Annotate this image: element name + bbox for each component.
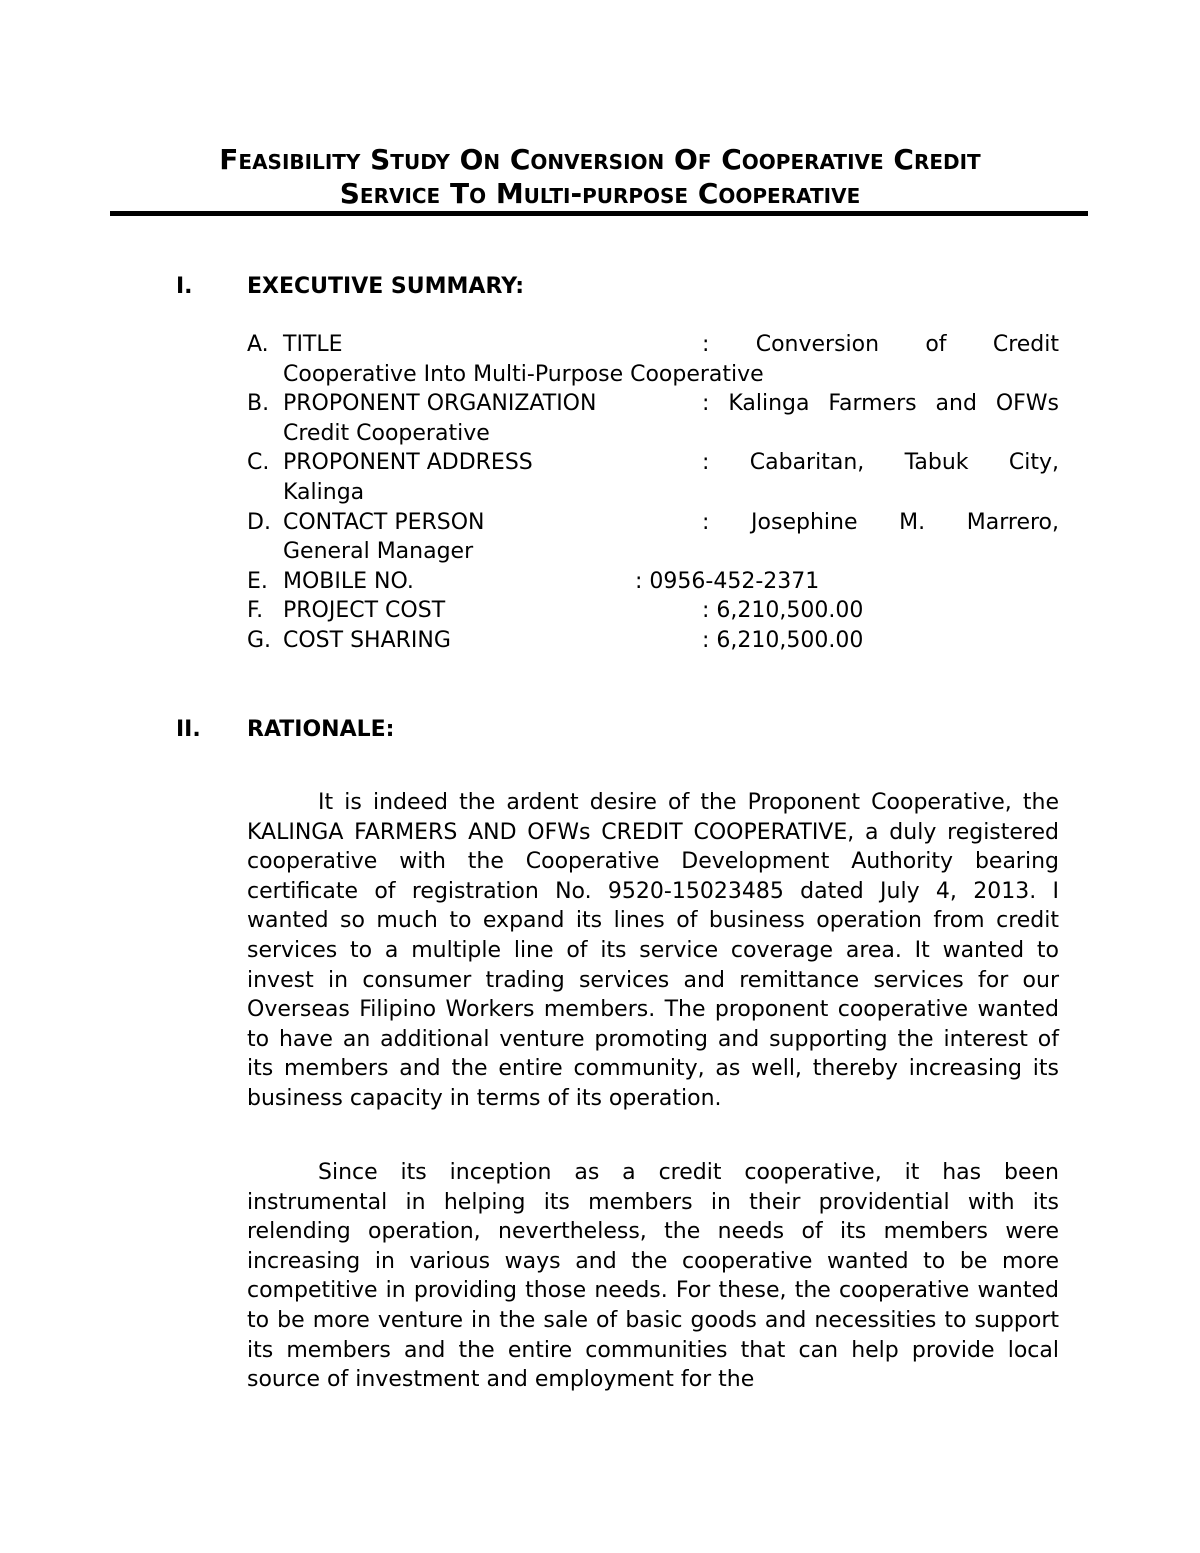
section-title-executive-summary: EXECUTIVE SUMMARY: <box>247 274 525 299</box>
executive-summary-list <box>247 330 1059 656</box>
item-value: : 6,210,500.00 <box>702 627 864 653</box>
item-letter: C. <box>247 450 270 476</box>
item-value: : Cabaritan, Tabuk City, <box>702 450 1059 476</box>
section-number-rationale: II. <box>176 717 201 742</box>
item-value-continued: Credit Cooperative <box>283 420 490 446</box>
summary-item-title <box>247 330 1059 389</box>
section-title-rationale: RATIONALE: <box>247 717 395 742</box>
summary-item-proponent-organization <box>247 389 1059 448</box>
item-letter: D. <box>247 509 271 535</box>
item-letter: E. <box>247 568 268 594</box>
section-number-executive-summary: I. <box>176 274 193 299</box>
item-label: PROPONENT ORGANIZATION <box>283 391 597 417</box>
summary-item-project-cost <box>247 596 1059 626</box>
document-title-line-1: Feasibility Study On Conversion Of Cooperative Credit <box>219 143 981 176</box>
title-divider <box>110 211 1088 216</box>
item-label: MOBILE NO. <box>283 568 414 594</box>
rationale-paragraph-1 <box>247 788 1059 1114</box>
item-letter: G. <box>247 627 272 653</box>
item-value: : Conversion of Credit <box>702 332 1059 357</box>
item-label: TITLE <box>283 332 343 357</box>
item-value-continued: Cooperative Into Multi-Purpose Cooperative <box>283 361 764 387</box>
item-value-continued: Kalinga <box>283 479 365 505</box>
summary-item-proponent-address <box>247 448 1059 507</box>
item-letter: F. <box>247 598 264 624</box>
item-label: CONTACT PERSON <box>283 509 485 535</box>
summary-item-contact-person <box>247 508 1059 567</box>
item-label: PROPONENT ADDRESS <box>283 450 533 476</box>
rationale-paragraph-2 <box>247 1158 1059 1395</box>
document-title-line-2: Service To Multi-purpose Cooperative <box>339 177 861 210</box>
paragraph-text: Since its inception as a credit cooperative, it has been instrumental in helping its members in their providential with its relending operation, nevertheless, the needs of its members were increasing in various ways and the cooperative wanted to be more competitive in providing those needs. For these, the cooperative wanted to be more venture in the sale of basic goods and necessities to support its members and the entire communities that can help provide local source of investment and employment for the <box>247 1160 1059 1393</box>
item-label: PROJECT COST <box>283 598 446 624</box>
item-value-continued: General Manager <box>283 539 474 565</box>
summary-item-mobile-no <box>247 567 1059 597</box>
item-value: : 0956-452-2371 <box>635 568 820 594</box>
item-value: : Kalinga Farmers and OFWs <box>702 391 1059 417</box>
paragraph-text: It is indeed the ardent desire of the Proponent Cooperative, the KALINGA FARMERS AND OFWs CREDIT COOPERATIVE, a duly registered cooperative with the Cooperative Development Authority bearing certificate of registration No. 9520-15023485 dated July 4, 2013. I wanted so much to expand its lines of business operation from credit services to a multiple line of its service coverage area. It wanted to invest in consumer trading services and remittance services for our Overseas Filipino Workers members. The proponent cooperative wanted to have an additional venture promoting and supporting the interest of its members and the entire community, as well, thereby increasing its business capacity in terms of its operation. <box>247 790 1059 1111</box>
item-value: : Josephine M. Marrero, <box>702 509 1059 535</box>
item-label: COST SHARING <box>283 627 451 653</box>
summary-item-cost-sharing <box>247 626 1059 656</box>
item-letter: B. <box>247 391 270 417</box>
item-value: : 6,210,500.00 <box>702 598 864 624</box>
item-letter: A. <box>247 332 269 357</box>
